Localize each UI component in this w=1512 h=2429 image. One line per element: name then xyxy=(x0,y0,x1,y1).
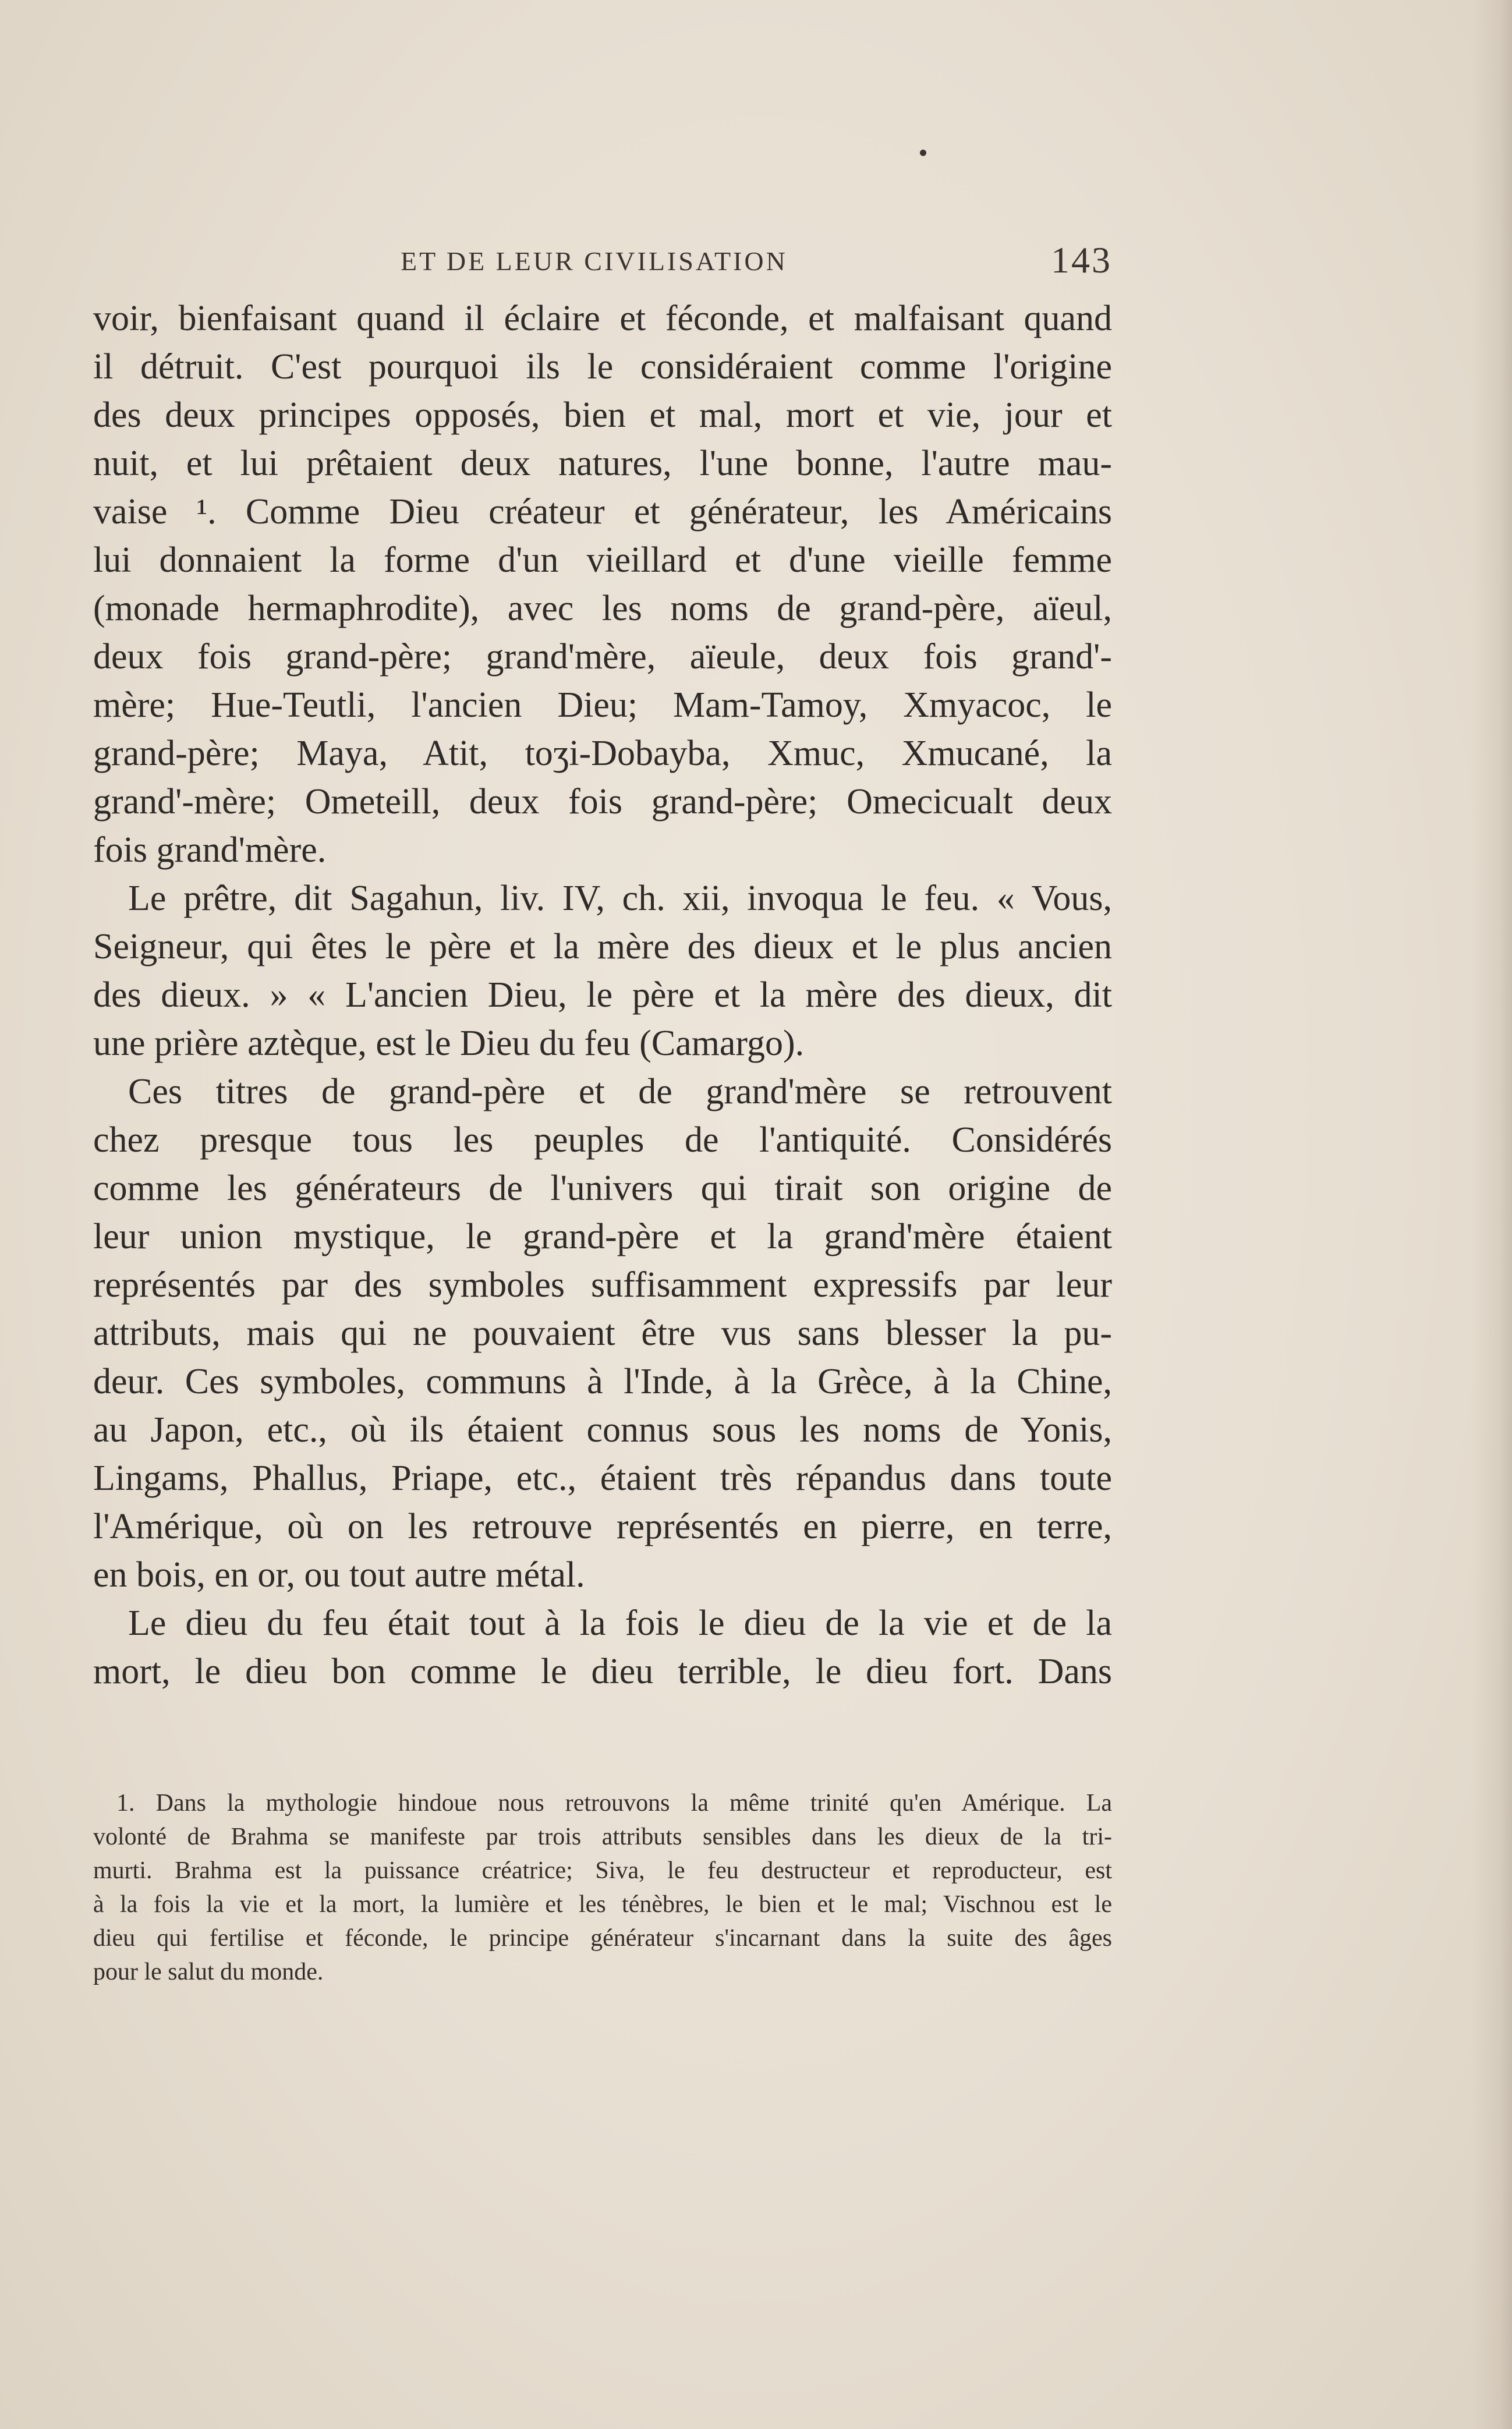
footnote-line: volonté de Brahma se manifeste par trois attributs sensibles dans les dieux de la tri- xyxy=(93,1823,1112,1850)
text-line: attributs, mais qui ne pouvaient être vus sans blesser la pu- xyxy=(93,1313,1112,1353)
page-number: 143 xyxy=(1051,239,1112,281)
text-line: au Japon, etc., où ils étaient connus sous les noms de Yonis, xyxy=(93,1410,1112,1450)
text-line: il détruit. C'est pourquoi ils le considéraient comme l'origine xyxy=(93,347,1112,387)
text-line: grand'-mère; Ometeill, deux fois grand-père; Omecicualt deux xyxy=(93,782,1112,822)
text-line: fois grand'mère. xyxy=(93,830,327,870)
ink-speck xyxy=(920,150,926,156)
text-line: comme les générateurs de l'univers qui tirait son origine de xyxy=(93,1169,1112,1208)
running-head xyxy=(93,239,1112,285)
text-line: mort, le dieu bon comme le dieu terrible, le dieu fort. Dans xyxy=(93,1652,1112,1691)
footnote-line: dieu qui fertilise et féconde, le principe générateur s'incarnant dans la suite des âges xyxy=(93,1925,1112,1952)
text-line: l'Amérique, où on les retrouve représentés en pierre, en terre, xyxy=(93,1507,1112,1546)
text-line: deur. Ces symboles, communs à l'Inde, à la Grèce, à la Chine, xyxy=(93,1362,1112,1401)
text-line: des deux principes opposés, bien et mal, mort et vie, jour et xyxy=(93,395,1112,435)
text-line: leur union mystique, le grand-père et la grand'mère étaient xyxy=(93,1217,1112,1256)
running-title: ET DE LEUR CIVILISATION xyxy=(401,246,788,276)
binding-shadow xyxy=(1471,0,1512,2429)
text-line: vaise ¹. Comme Dieu créateur et générateur, les Américains xyxy=(93,492,1112,532)
body-text xyxy=(93,295,1112,1696)
text-line: lui donnaient la forme d'un vieillard et d'une vieille femme xyxy=(93,540,1112,580)
footnote-line: à la fois la vie et la mort, la lumière et les ténèbres, le bien et le mal; Vischnou est le xyxy=(93,1891,1112,1918)
text-line: deux fois grand-père; grand'mère, aïeule, deux fois grand'- xyxy=(93,637,1112,677)
text-line: Lingams, Phallus, Priape, etc., étaient très répandus dans toute xyxy=(93,1458,1112,1498)
text-line: (monade hermaphrodite), avec les noms de grand-père, aïeul, xyxy=(93,589,1112,628)
text-line: grand-père; Maya, Atit, toʒi-Dobayba, Xmuc, Xmucané, la xyxy=(93,734,1112,773)
text-line: voir, bienfaisant quand il éclaire et féconde, et malfaisant quand xyxy=(93,299,1112,338)
text-line: Seigneur, qui êtes le père et la mère des dieux et le plus ancien xyxy=(93,927,1112,966)
text-line: mère; Hue-Teutli, l'ancien Dieu; Mam-Tamoy, Xmyacoc, le xyxy=(93,685,1112,725)
text-line: Ces titres de grand-père et de grand'mère se retrouvent xyxy=(128,1072,1112,1111)
text-line: Le prêtre, dit Sagahun, liv. IV, ch. xii, invoqua le feu. « Vous, xyxy=(128,879,1112,918)
text-line: en bois, en or, ou tout autre métal. xyxy=(93,1555,585,1595)
footnotes xyxy=(93,1786,1112,1989)
text-line: chez presque tous les peuples de l'antiquité. Considérés xyxy=(93,1120,1112,1160)
footnote-line: 1. Dans la mythologie hindoue nous retrouvons la même trinité qu'en Amérique. La xyxy=(116,1790,1112,1817)
text-line: Le dieu du feu était tout à la fois le dieu de la vie et de la xyxy=(128,1603,1112,1643)
footnote-line: murti. Brahma est la puissance créatrice; Siva, le feu destructeur et reproducteur, est xyxy=(93,1857,1112,1884)
footnote-line: pour le salut du monde. xyxy=(93,1959,324,1985)
text-line: nuit, et lui prêtaient deux natures, l'une bonne, l'autre mau- xyxy=(93,444,1112,483)
text-line: des dieux. » « L'ancien Dieu, le père et la mère des dieux, dit xyxy=(93,975,1112,1015)
text-line: représentés par des symboles suffisamment expressifs par leur xyxy=(93,1265,1112,1305)
text-line: une prière aztèque, est le Dieu du feu (Camargo). xyxy=(93,1024,805,1063)
